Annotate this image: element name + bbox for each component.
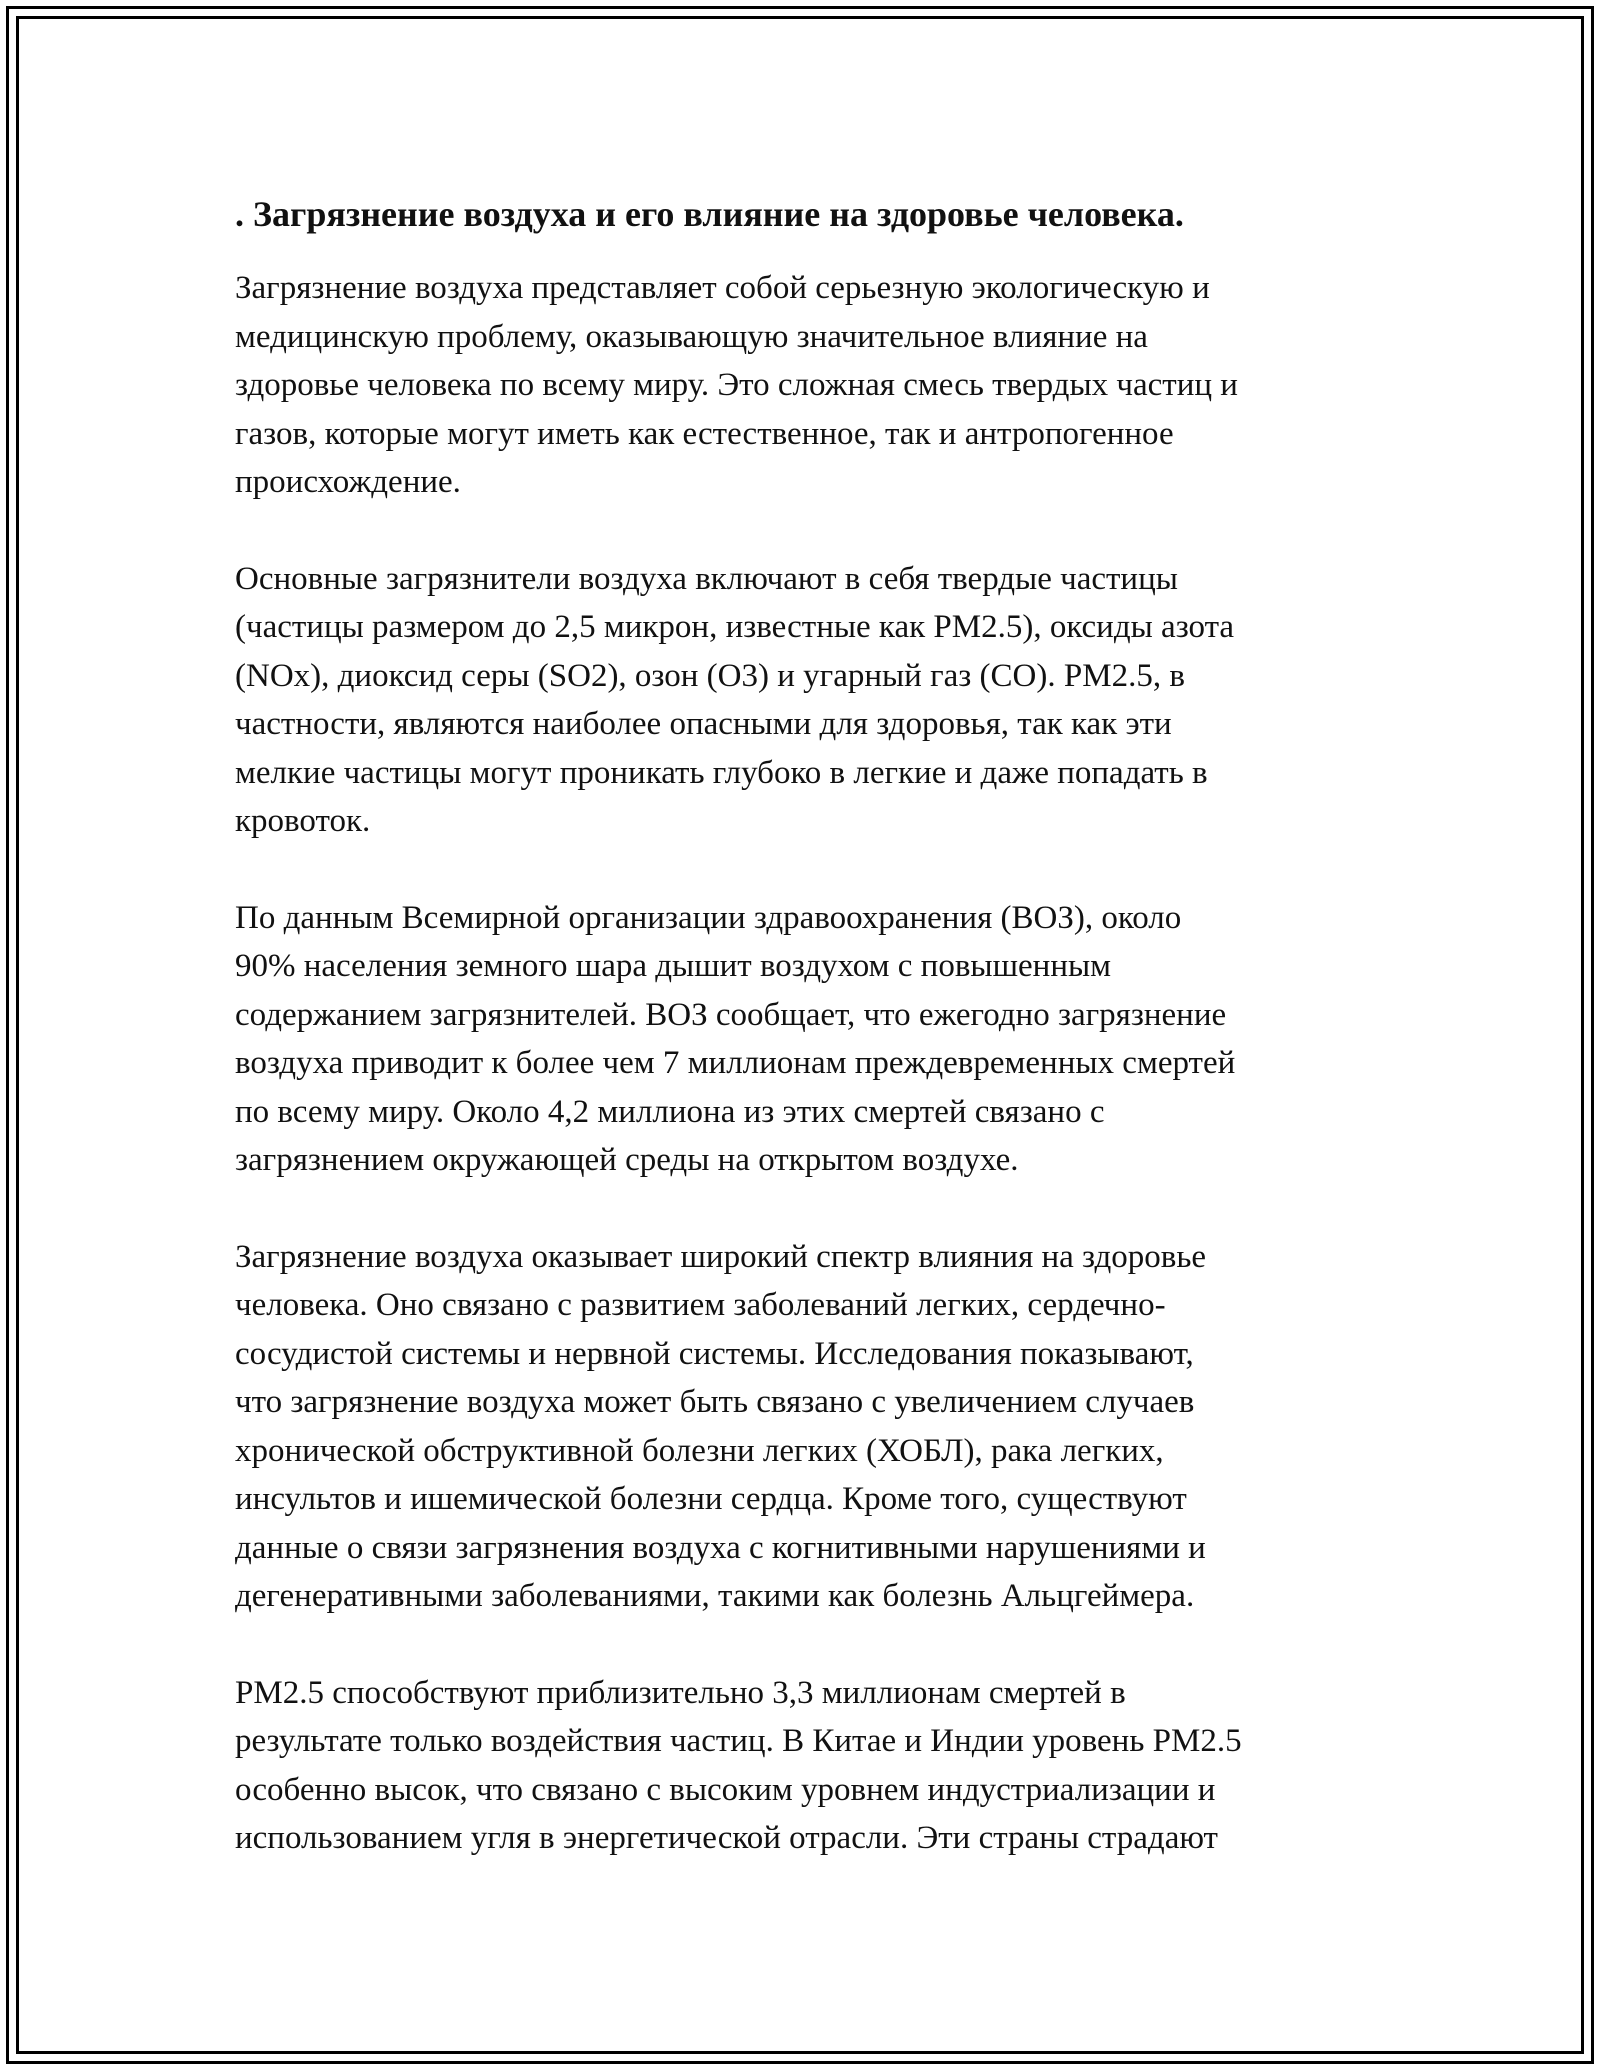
text-line: кровоток. (235, 803, 371, 839)
text-line: по всему миру. Около 4,2 миллиона из этих смертей связано с (235, 1093, 1105, 1130)
text-line: частности, являются наиболее опасными для здоровья, так как эти (235, 706, 1172, 742)
text-line: (NOx), диоксид серы (SO2), озон (O3) и угарный газ (CO). PM2.5, в (235, 657, 1185, 694)
text-line: медицинскую проблему, оказывающую значительное влияние на (235, 318, 1148, 355)
text-line: результате только воздействия частиц. В Китае и Индии уровень PM2.5 (235, 1723, 1242, 1759)
text-line: хронической обструктивной болезни легких (ХОБЛ), рака легких, (235, 1432, 1164, 1469)
text-line: (частицы размером до 2,5 микрон, известные как PM2.5), оксиды азота (235, 609, 1235, 645)
text-line: воздуха приводит к более чем 7 миллионам преждевременных смертей (235, 1045, 1236, 1081)
text-line: человека. Оно связано с развитием заболеваний легких, сердечно- (235, 1287, 1166, 1323)
text-line: Основные загрязнители воздуха включают в себя твердые частицы (235, 560, 1178, 597)
text-line: мелкие частицы могут проникать глубоко в легкие и даже попадать в (235, 754, 1208, 791)
text-line: что загрязнение воздуха может быть связано с увеличением случаев (235, 1384, 1195, 1420)
document-page (235, 190, 1375, 1911)
text-line: 90% населения земного шара дышит воздухом с повышенным (235, 948, 1112, 984)
text-line: дегенеративными заболеваниями, такими как болезнь Альцгеймера. (235, 1578, 1195, 1614)
paragraph-health-effects (235, 1233, 1375, 1621)
text-line: здоровье человека по всему миру. Это сложная смесь твердых частиц и (235, 367, 1238, 403)
text-line: Загрязнение воздуха оказывает широкий спектр влияния на здоровье (235, 1238, 1207, 1275)
text-line: происхождение. (235, 464, 461, 500)
paragraph-pm25-deaths (235, 1669, 1375, 1863)
text-line: инсультов и ишемической болезни сердца. Кроме того, существуют (235, 1481, 1187, 1517)
text-line: PM2.5 способствуют приблизительно 3,3 миллионам смертей в (235, 1674, 1126, 1711)
text-line: сосудистой системы и нервной системы. Исследования показывают, (235, 1335, 1194, 1372)
text-line: По данным Всемирной организации здравоохранения (ВОЗ), около (235, 899, 1182, 936)
text-line: данные о связи загрязнения воздуха с когнитивными нарушениями и (235, 1529, 1206, 1566)
paragraph-intro (235, 264, 1375, 507)
document-heading: . Загрязнение воздуха и его влияние на здоровье человека. (235, 194, 1184, 234)
text-line: газов, которые могут иметь как естественное, так и антропогенное (235, 415, 1174, 452)
text-line: особенно высок, что связано с высоким уровнем индустриализации и (235, 1771, 1216, 1808)
paragraph-pollutants (235, 555, 1375, 846)
text-line: Загрязнение воздуха представляет собой серьезную экологическую и (235, 270, 1210, 306)
text-line: загрязнением окружающей среды на открытом воздухе. (235, 1142, 1019, 1178)
text-line: содержанием загрязнителей. ВОЗ сообщает, что ежегодно загрязнение (235, 996, 1227, 1033)
text-line: использованием угля в энергетической отрасли. Эти страны страдают (235, 1820, 1218, 1856)
paragraph-who-data (235, 894, 1375, 1185)
